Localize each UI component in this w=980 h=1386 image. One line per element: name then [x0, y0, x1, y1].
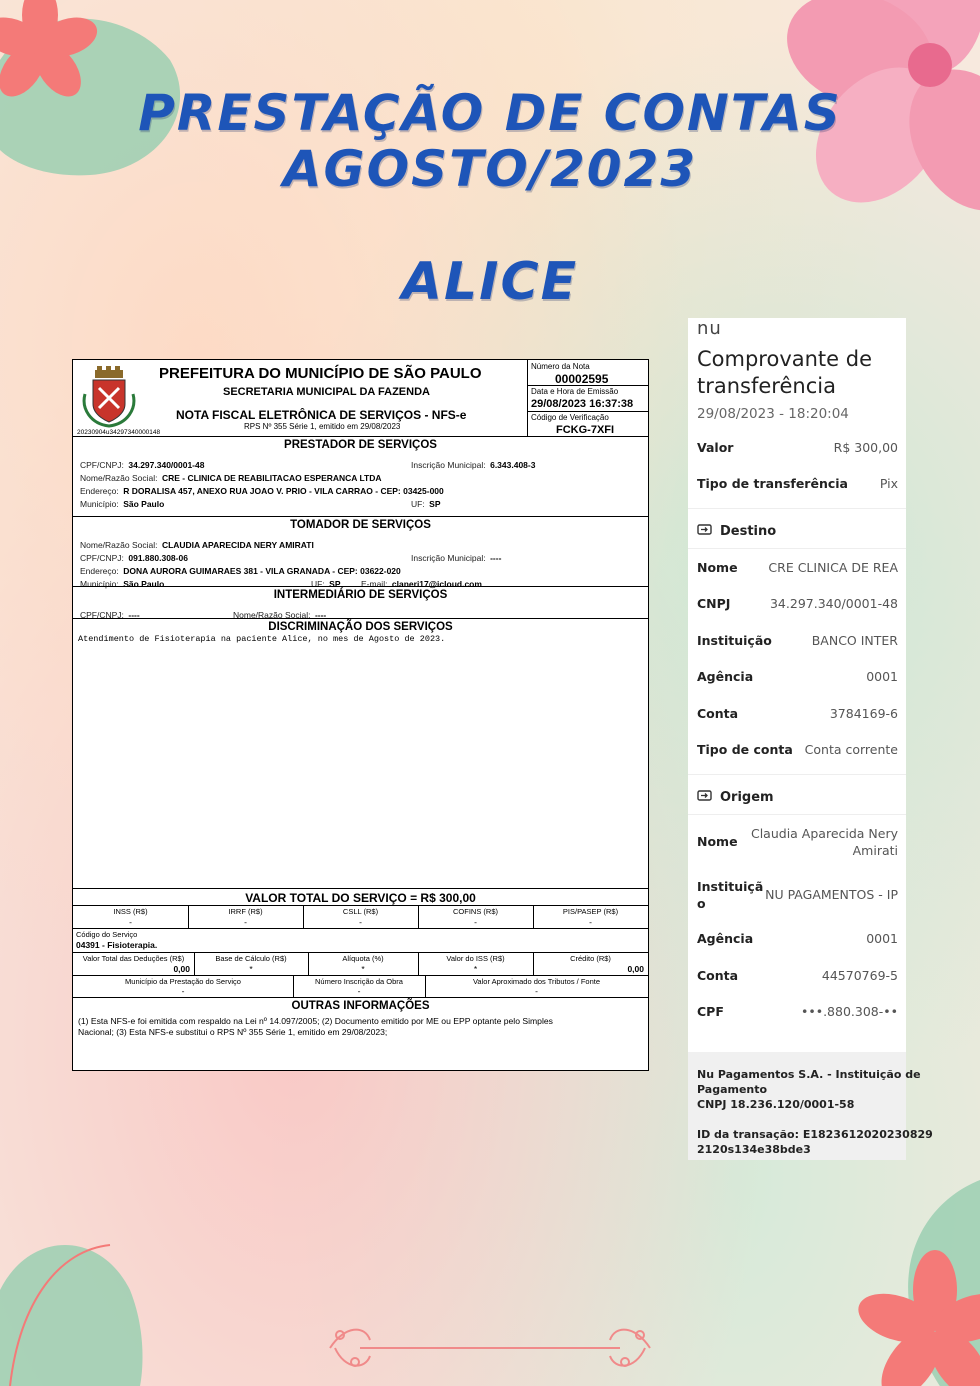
origem-instituicao-label-2: o [697, 896, 706, 911]
origem-conta-label: Conta [697, 968, 739, 983]
destino-nome-value: CRE CLINICA DE REA [768, 560, 898, 575]
destino-title: Destino [720, 524, 777, 539]
footer-line-2: Pagamento [697, 1083, 768, 1096]
deducoes-value: 0,00 [173, 964, 190, 974]
prestador-title: PRESTADOR DE SERVIÇOS [284, 439, 437, 451]
receipt-title-1: Comprovante de [697, 347, 873, 371]
origem-instituicao-label-1: Instituiçã [697, 879, 764, 894]
municipio-prestacao-value: - [181, 986, 185, 996]
inss-value: - [129, 917, 132, 927]
origem-agencia-label: Agência [697, 931, 754, 946]
inscricao-obra-label: Número Inscrição da Obra [315, 977, 403, 986]
footer-line-4: ID da transação: E1823612020230829 [697, 1128, 933, 1141]
title-line-2: AGOSTO/2023 [282, 140, 698, 198]
secretaria: SECRETARIA MUNICIPAL DA FAZENDA [223, 386, 430, 398]
irrf-value: - [244, 917, 247, 927]
tomador-uf: SP [329, 579, 341, 589]
nfse-invoice: 20230904u34297340000148 PREFEITURA DO MUNICÍPIO DE SÃO PAULO SECRETARIA MUNICIPAL DA FAZENDA NOTA FISCAL ELETRÔNICA DE SERVIÇOS - NFS-e RPS Nº 355 Série 1, emitido em 29/08/2023 Número da Nota 00002595 Data e Hora de Emissão 29/08/2023 16:37:38 Código de Verificação FCKG-7XFI PRESTADOR DE SERVIÇOS CPF/CNPJ: 34.297.340/0001-48 Inscrição Municipal: 6.343.408-3 Nome/Razão Social: CRE - CLINICA DE REABILITACAO ESPERANCA LTDA Endereço: R DORALISA 457, ANEXO RUA JOAO V. PRIO - VILA CARRAO - CEP: 03425-000 Município: São Paulo UF: SP TOMADOR DE SERVIÇOS Nome/Razão Social: CLAUDIA APARECIDA NERY AMIRATI CPF/CNPJ: 091.880.308-06 Inscrição Municipal: ---- Endereço: DONA AURORA GUIMARAES 381 - VILA GRANADA - CEP: 03622-020 Município: São Paulo UF: SP E-mail: claneri17@icloud.com INTERMEDIÁRIO DE SERVIÇOS CPF/CNPJ: ---- Nome/Razão Social: ---- DISCRIMINAÇÃO DOS SERVIÇOS Atendimento de Fisioterapia na paciente Alice, no mes de Agosto de 2023. VALOR TOTAL DO SERVIÇO = R$ 300,00 INSS (R$) - IRRF (R$) - CSLL (R$) - COFINS (R$) - PIS/PASEP (R$) - Código do Serviço 04391 - Fisioterapia. Valor Total das Deduções (R$) 0,00 Base de Cálculo (R$) * Alíquota (%) * Valor do ISS (R$) * Crédito (R$) 0,00 Município da Prestação do Serviço - Número Inscrição da Obra - Valor Aproximado dos Tributos / Fonte - OUTRAS INFORMAÇÕES (1) Esta NFS-e foi emitida com respaldo na Lei nº 14.097/2005; (2) Documento emitido por ME ou EPP optante pelo Simples Nacional; (3) Esta NFS-e substitui o RPS Nº 355 Série 1, emitido em 29/08/2023; [72, 359, 649, 1071]
cofins-value: - [474, 917, 477, 927]
gov-title: PREFEITURA DO MUNICÍPIO DE SÃO PAULO [159, 365, 482, 382]
numero-label: Número da Nota [531, 362, 590, 371]
origem-conta-value: 44570769-5 [821, 968, 898, 983]
nubank-logo: nu [697, 318, 722, 339]
tomador-endereco: DONA AURORA GUIMARAES 381 - VILA GRANADA - CEP: 03622-020 [123, 566, 401, 576]
origem-icon [697, 790, 712, 803]
tributos-aprox-label: Valor Aproximado dos Tributos / Fonte [472, 977, 600, 986]
valor-total: VALOR TOTAL DO SERVIÇO = R$ 300,00 [245, 891, 476, 905]
outras-line-1: (1) Esta NFS-e foi emitida com respaldo na Lei nº 14.097/2005; (2) Documento emitido por ME ou EPP optante pelo Simples [78, 1016, 553, 1026]
inss-label: INSS (R$) [113, 907, 148, 916]
tipo-value: Pix [879, 476, 898, 491]
codigo-servico: 04391 - Fisioterapia. [76, 940, 158, 950]
origem-cpf-label: CPF [697, 1004, 724, 1019]
data-label: Data e Hora de Emissão [531, 387, 619, 396]
destino-instituicao-label: Instituição [697, 633, 772, 648]
origem-title: Origem [720, 790, 774, 805]
municipio-prestacao-label: Município da Prestação do Serviço [125, 977, 241, 986]
footer-line-5: 2120s134e38bde3 [697, 1143, 811, 1156]
intermediario-nome: ---- [314, 610, 327, 620]
nf-title: NOTA FISCAL ELETRÔNICA DE SERVIÇOS - NFS-e [176, 408, 467, 422]
destino-nome-label: Nome [697, 560, 738, 575]
receipt-datetime: 29/08/2023 - 18:20:04 [697, 406, 849, 422]
prestador-municipio: São Paulo [123, 499, 165, 509]
origem-agencia-value: 0001 [866, 931, 898, 946]
cofins-label: COFINS (R$) [453, 907, 498, 916]
tributos-aprox-value: - [535, 986, 538, 996]
data-emissao: 29/08/2023 16:37:38 [531, 398, 634, 410]
title-line-1: PRESTAÇÃO DE CONTAS [138, 84, 842, 142]
prestador-cpf: 34.297.340/0001-48 [128, 460, 205, 470]
base-calculo-label: Base de Cálculo (R$) [215, 954, 287, 963]
leaf-bottom-left [0, 1245, 143, 1386]
footer-line-3: CNPJ 18.236.120/0001-58 [697, 1098, 855, 1111]
origem-nome-line-2: Amirati [852, 843, 898, 858]
barcode-id: 20230904u34297340000148 [77, 429, 161, 436]
tipo-label: Tipo de transferência [697, 476, 848, 491]
tomador-municipio: São Paulo [123, 579, 165, 589]
receipt-title-2: transferência [697, 374, 836, 398]
origem-cpf-value: •••.880.308-•• [800, 1004, 898, 1019]
csll-value: - [359, 917, 362, 927]
valor-iss-value: * [473, 964, 478, 974]
ornament-bottom-center [330, 1330, 650, 1366]
origem-nome-label: Nome [697, 834, 738, 849]
destino-icon [697, 524, 712, 537]
intermediario-title: INTERMEDIÁRIO DE SERVIÇOS [273, 589, 448, 601]
pix-receipt [688, 318, 933, 1160]
rps-line: RPS Nº 355 Série 1, emitido em 29/08/2023 [244, 422, 401, 431]
tomador-im: ---- [490, 553, 502, 563]
valor-label: Valor [697, 440, 734, 455]
csll-label: CSLL (R$) [342, 907, 379, 916]
prestador-uf: SP [429, 499, 441, 509]
origem-instituicao-value: NU PAGAMENTOS - IP [765, 887, 898, 902]
irrf-label: IRRF (R$) [228, 907, 263, 916]
prestador-nome: CRE - CLINICA DE REABILITACAO ESPERANCA LTDA [161, 473, 382, 483]
destino-cnpj-label: CNPJ [697, 596, 731, 611]
patient-name: ALICE [401, 252, 579, 312]
prestador-endereco: R DORALISA 457, ANEXO RUA JOAO V. PRIO - VILA CARRAO - CEP: 03425-000 [123, 486, 444, 496]
valor-value: R$ 300,00 [833, 440, 898, 455]
destino-tipo-conta-value: Conta corrente [804, 742, 898, 757]
tomador-email: claneri17@icloud.com [391, 579, 482, 589]
footer-line-1: Nu Pagamentos S.A. - Instituição de [697, 1068, 921, 1081]
sao-paulo-coat-of-arms-icon [81, 364, 137, 430]
pispasep-value: - [589, 917, 592, 927]
codigo-verificacao: FCKG-7XFI [556, 424, 615, 436]
destino-cnpj-value: 34.297.340/0001-48 [769, 596, 898, 611]
credito-label: Crédito (R$) [570, 954, 611, 963]
tomador-cpf: 091.880.308-06 [128, 553, 188, 563]
intermediario-cpf: ---- [128, 610, 140, 620]
base-calculo-value: * [249, 964, 253, 974]
origem-nome-line-1: Claudia Aparecida Nery [750, 826, 898, 841]
codigo-servico-label: Código do Serviço [76, 930, 138, 939]
tomador-nome: CLAUDIA APARECIDA NERY AMIRATI [161, 540, 314, 550]
discriminacao-text: Atendimento de Fisioterapia na paciente Alice, no mes de Agosto de 2023. [78, 634, 446, 644]
destino-agencia-value: 0001 [866, 669, 898, 684]
deducoes-label: Valor Total das Deduções (R$) [82, 954, 185, 963]
inscricao-obra-value: - [357, 986, 361, 996]
destino-conta-label: Conta [697, 706, 739, 721]
outras-informacoes-title: OUTRAS INFORMAÇÕES [291, 1000, 430, 1012]
destino-instituicao-value: BANCO INTER [811, 633, 898, 648]
pispasep-label: PIS/PASEP (R$) [562, 907, 619, 916]
credito-value: 0,00 [627, 964, 644, 974]
outras-line-2: Nacional; (3) Esta NFS-e substitui o RPS Nº 355 Série 1, emitido em 29/08/2023; [78, 1027, 388, 1037]
aliquota-value: * [361, 964, 365, 974]
codigo-label: Código de Verificação [531, 413, 609, 422]
prestador-im: 6.343.408-3 [490, 460, 536, 470]
receipt-footer [688, 1052, 933, 1160]
valor-iss-label: Valor do ISS (R$) [446, 954, 505, 963]
destino-agencia-label: Agência [697, 669, 754, 684]
numero-nota: 00002595 [555, 372, 609, 386]
discriminacao-title: DISCRIMINAÇÃO DOS SERVIÇOS [268, 621, 453, 633]
destino-tipo-conta-label: Tipo de conta [697, 742, 793, 757]
aliquota-label: Alíquota (%) [342, 954, 384, 963]
tomador-title: TOMADOR DE SERVIÇOS [290, 519, 431, 531]
destino-conta-value: 3784169-6 [829, 706, 898, 721]
